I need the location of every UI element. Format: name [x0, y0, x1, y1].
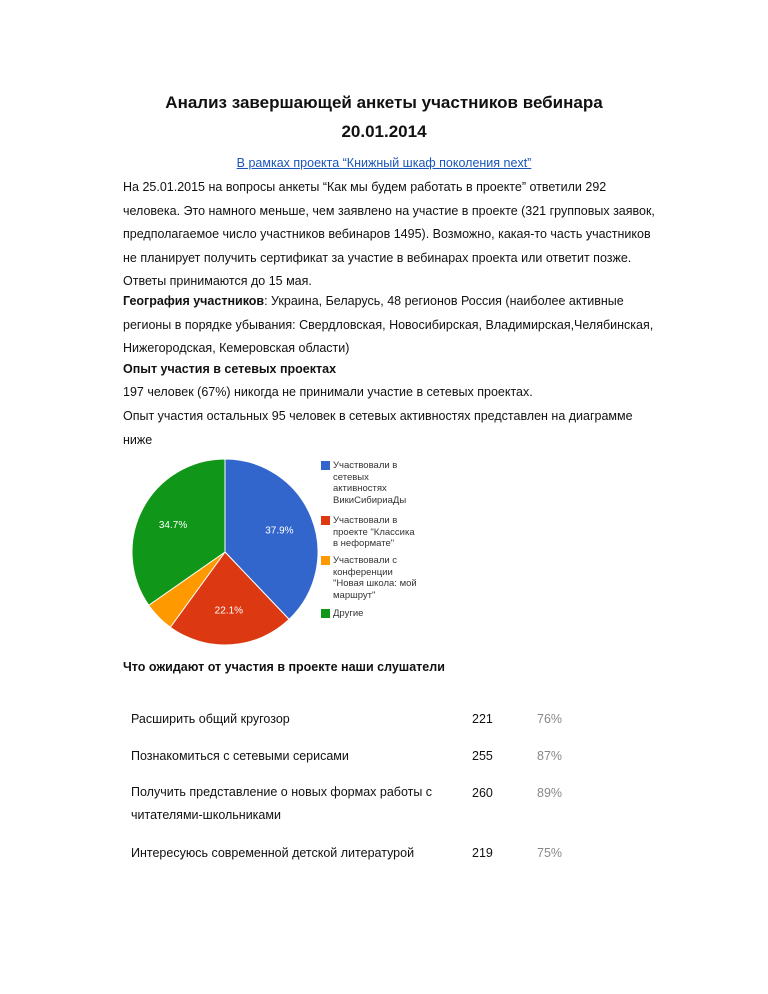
legend-text: конференции [333, 566, 393, 578]
pie-slice-label: 22.1% [214, 605, 244, 617]
legend-text: "Новая школа: мой [333, 578, 417, 589]
document-date: 20.01.2014 [341, 122, 427, 141]
table-row-percent: 87% [537, 749, 563, 763]
legend-text: ВикиСибириаДы [333, 494, 407, 506]
table-row-label: Познакомиться с сетевыми серисами [131, 749, 349, 763]
geography-paragraph [123, 290, 663, 361]
legend-swatch-orange [321, 556, 330, 565]
table-row-percent: 76% [537, 712, 563, 726]
legend-text: в неформате" [333, 538, 395, 549]
legend-text: Участвовали в [333, 460, 398, 471]
geography-label: География участников [123, 294, 265, 308]
pie-slice-label: 37.9% [265, 525, 294, 537]
intro-paragraph: На 25.01.2015 на вопросы анкеты “Как мы будем работать в проекте” ответили 292 человека. Это намного меньше, чем заявлено на участие в проекте (321 групповых заявок, предполагаемое число участников вебинаров 1495). Возможно, какая-то часть участников не планирует получить сертификат за участие в вебинарах проекта или ответит позже. Ответы принимаются до 15 мая. [123, 180, 655, 288]
legend-text: Участвовали в [333, 515, 398, 526]
table-row-percent: 75% [537, 846, 563, 860]
experience-line-1: 197 человек (67%) никогда не принимали участие в сетевых проектах. [123, 385, 533, 399]
legend-text: активностях [333, 483, 387, 494]
table-row-label: Интересуюсь современной детской литературой [131, 846, 415, 860]
legend-swatch-red [321, 516, 330, 525]
legend-text: проекте "Классика [333, 526, 415, 538]
geography-text: : Украина, Беларусь, 48 регионов Россия (наиболее активные регионы в порядке убывания: Свердловская, Новосибирская, Владимирская,Челябинская, Нижегородская, Кемеровская области) [123, 294, 654, 355]
legend-swatch-green [321, 609, 330, 618]
legend-item-wikisibiriada [333, 460, 406, 506]
table-row-percent: 89% [537, 786, 563, 800]
participation-pie-chart [120, 450, 330, 655]
expectations-heading: Что ожидают от участия в проекте наши слушатели [123, 660, 445, 674]
legend-swatch-blue [321, 461, 330, 470]
table-row-count: 219 [472, 846, 493, 860]
pie-slice-label: 34.7% [158, 519, 188, 531]
table-row-count: 255 [472, 749, 493, 763]
legend-text: Другие [333, 608, 364, 619]
experience-heading: Опыт участия в сетевых проектах [123, 362, 337, 376]
legend-item-conference [333, 555, 417, 601]
legend-text: Участвовали с [333, 555, 398, 566]
experience-line-2: Опыт участия остальных 95 человек в сетевых активностях представлен на диаграмме ниже [123, 409, 633, 447]
table-row-label: Получить представление о новых формах работы с читателями-школьниками [131, 785, 433, 822]
legend-item-classica [333, 515, 415, 550]
legend-text: маршрут" [333, 589, 376, 601]
legend-item-other [333, 608, 363, 620]
table-row-count: 260 [472, 786, 493, 800]
project-link[interactable]: В рамках проекта “Книжный шкаф поколения next” [236, 156, 532, 170]
table-row-count: 221 [472, 712, 493, 726]
document-title: Анализ завершающей анкеты участников вебинара [165, 93, 603, 112]
table-row-label: Расширить общий кругозор [131, 712, 290, 726]
legend-text: сетевых [333, 471, 369, 483]
